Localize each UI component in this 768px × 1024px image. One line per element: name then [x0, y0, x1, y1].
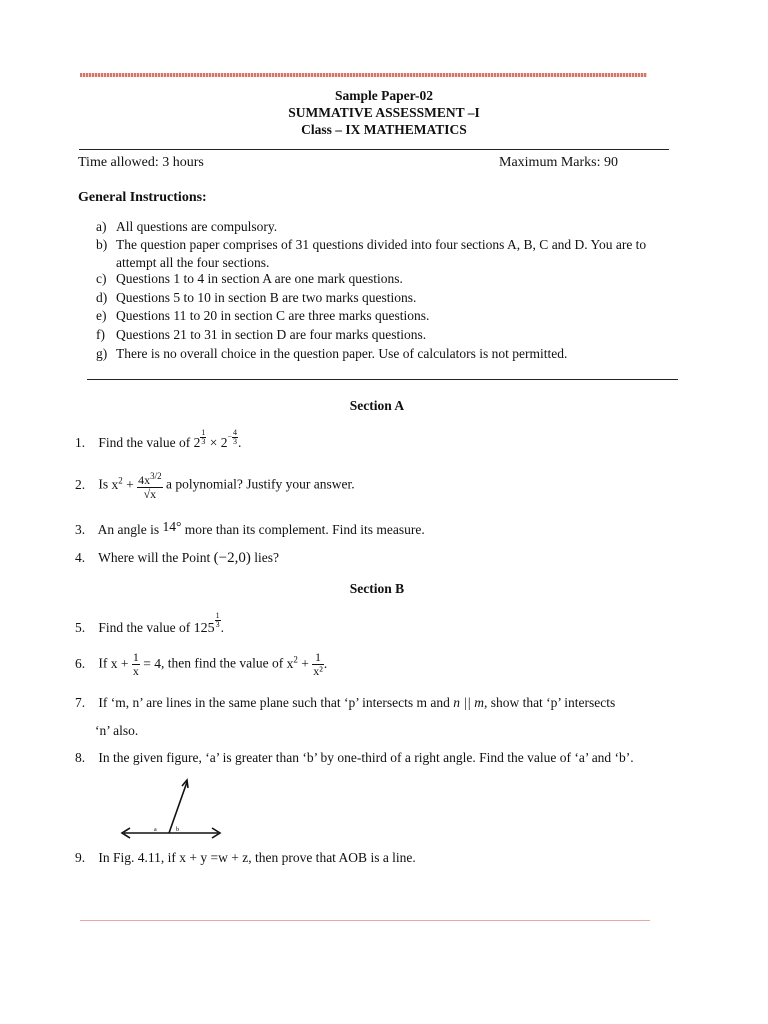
top-decorative-band: [80, 73, 647, 77]
math-expression: $x^2$ + $\frac{1}{\text{x²}}$ .: [286, 650, 328, 678]
header-divider: [79, 149, 669, 150]
math-expression: $x^2$ + $\frac{4x^{3/2}}{√x}$: [111, 471, 162, 501]
math-expression: 2 $\frac{1}{3}$ × 2− $\frac{4}{3}$ .: [193, 428, 242, 450]
question-7: 7. If ‘m, n’ are lines in the same plane such that ‘p’ intersects m and n || m, show that ‘p’ intersects: [75, 695, 616, 710]
question-9: 9. In Fig. 4.11, if x + y =w + z, then prove that AOB is a line.: [75, 850, 416, 865]
class-title: Class – IX MATHEMATICS: [301, 122, 467, 137]
transversal-ray: [169, 782, 187, 833]
question-8: 8. In the given figure, ‘a’ is greater than ‘b’ by one-third of a right angle. Find the value of ‘a’ and ‘b’.: [75, 750, 634, 765]
question-5: 5. Find the value of 125 $\frac{1}{3}$ .: [75, 611, 224, 636]
section-b-heading: Section B: [349, 581, 405, 596]
angle-label-b: b: [176, 827, 179, 833]
question-1: 1. Find the value of 2 $\frac{1}{3}$ × 2− $\frac{4}{3}$ .: [75, 428, 242, 450]
section-a-heading: Section A: [349, 398, 405, 413]
maximum-marks: Maximum Marks: 90: [499, 155, 618, 170]
angle-label-a: a: [154, 827, 157, 833]
question-2: 2. Is $x^2$ + $\frac{4x^{3/2}}{√x}$ a polynomial? Justify your answer.: [75, 471, 355, 501]
assessment-title: SUMMATIVE ASSESSMENT –I: [288, 105, 480, 120]
instructions-divider: [87, 379, 678, 380]
footer-divider: [80, 920, 650, 921]
paper-title: Sample Paper-02: [334, 88, 434, 103]
question-4: 4. Where will the Point (−2,0) lies?: [75, 550, 279, 566]
question-6: 6. If x + $\frac{1}{x}$ = 4, then find the value of $x^2$ + $\frac{1}{\text{x²}}$ .: [75, 650, 328, 678]
time-allowed: Time allowed: 3 hours: [78, 155, 204, 170]
question-3: 3. An angle is 14° more than its complement. Find its measure.: [75, 519, 425, 537]
math-expression: x + $\frac{1}{x}$ = 4: [110, 650, 161, 678]
instructions-heading: General Instructions:: [78, 190, 207, 205]
question-7-continued: ‘n’ also.: [95, 723, 139, 738]
math-expression: 125 $\frac{1}{3}$ .: [193, 611, 224, 636]
angle-figure: [118, 776, 228, 840]
